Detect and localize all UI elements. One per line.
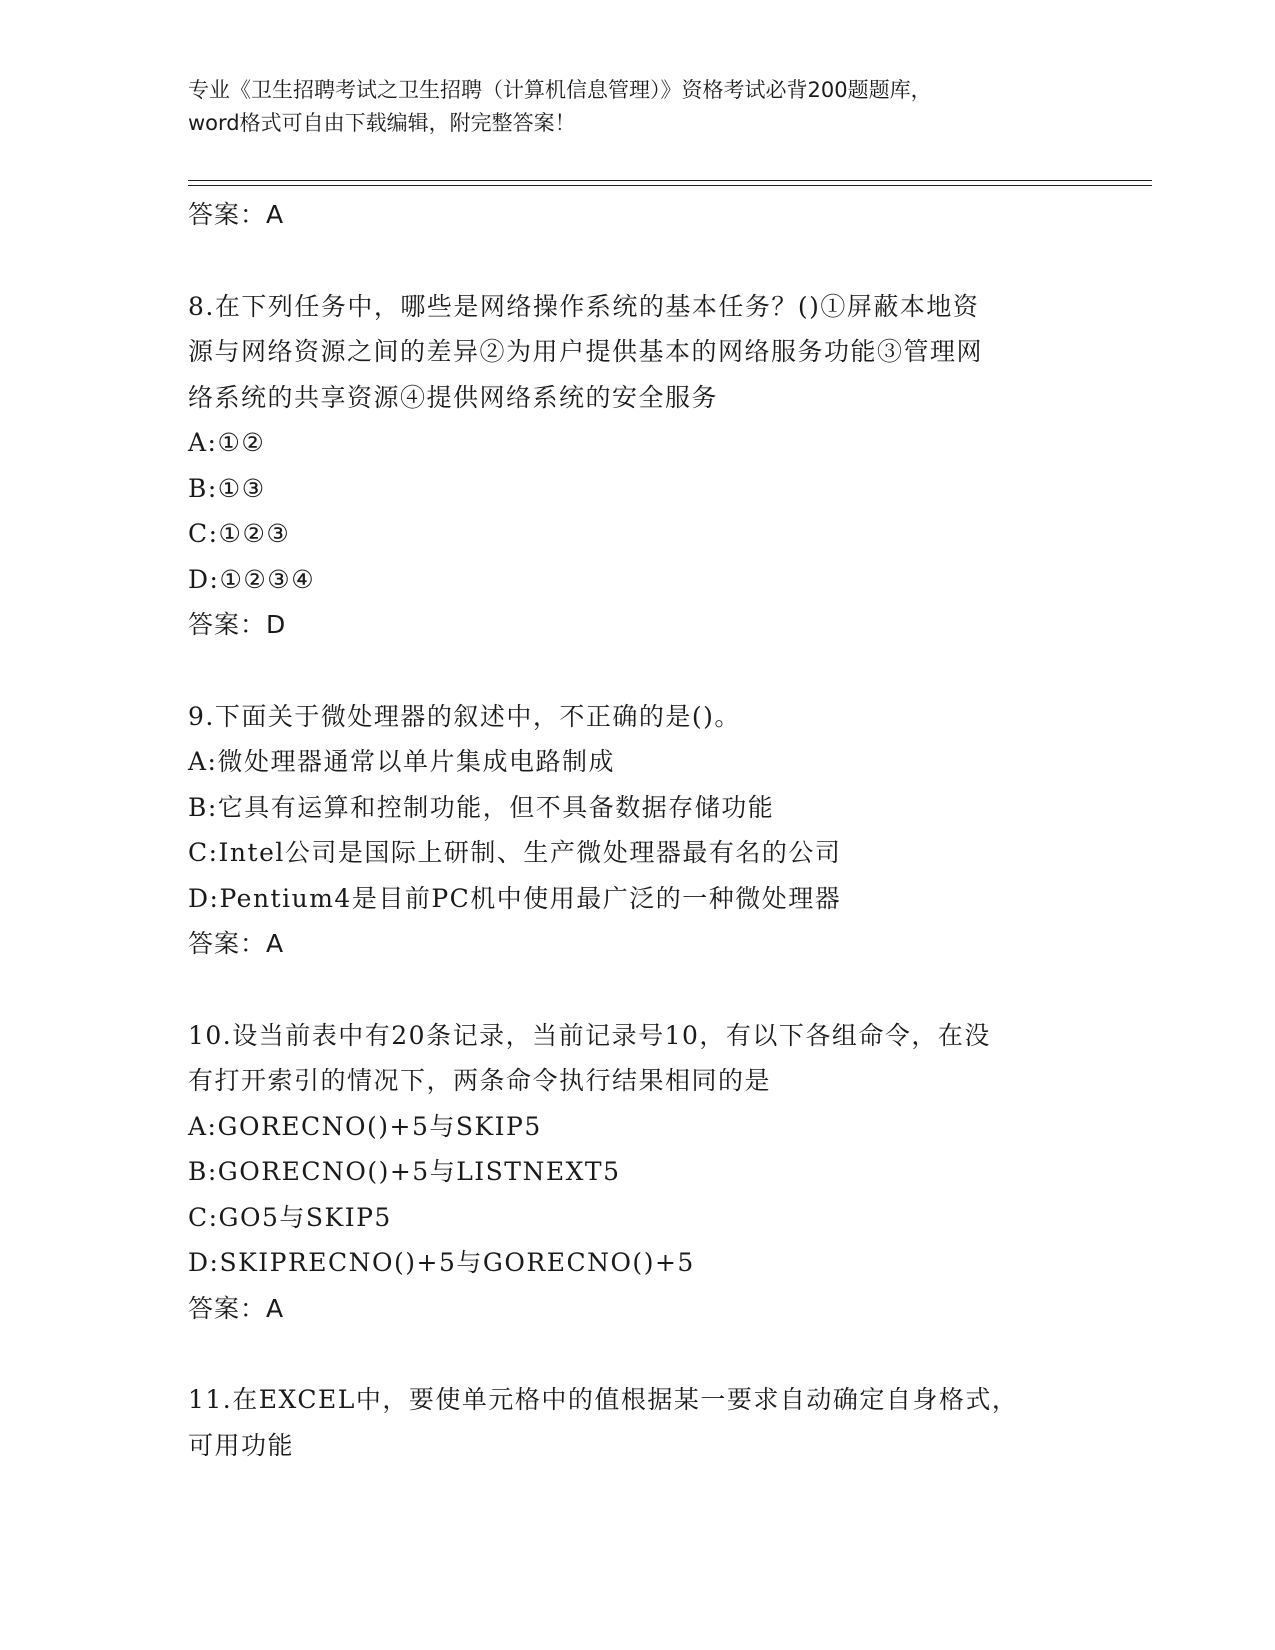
question-9 [188,694,1088,967]
question-text-line: 9.下面关于微处理器的叙述中，不正确的是()。 [188,701,741,731]
header-line-1: 专业《卫生招聘考试之卫生招聘（计算机信息管理）》资格考试必背200题题库， [188,78,932,102]
header-divider-bottom [188,185,1152,186]
option-d: D:①②③④ [188,564,316,594]
option-d: D:Pentium4是目前PC机中使用最广泛的一种微处理器 [188,883,842,913]
question-text-line: 11.在EXCEL中，要使单元格中的值根据某一要求自动确定自身格式， [188,1385,1019,1414]
document-body [188,192,1088,1468]
question-10 [188,1013,1088,1332]
option-a: A:微处理器通常以单片集成电路制成 [188,747,615,776]
option-b: B:它具有运算和控制功能，但不具备数据存储功能 [188,792,775,822]
document-header [188,74,1088,140]
option-b: B:①③ [188,473,266,503]
option-c: C:Intel公司是国际上研制、生产微处理器最有名的公司 [188,838,842,867]
option-b: B:GORECNO()+5与LISTNEXT5 [188,1157,621,1186]
answer-line: 答案：A [188,1293,285,1323]
option-d: D:SKIPRECNO()+5与GORECNO()+5 [188,1248,695,1277]
header-divider-top [188,180,1152,181]
question-text-line: 源与网络资源之间的差异②为用户提供基本的网络服务功能③管理网 [188,337,984,366]
answer-line: 答案：D [188,610,287,639]
question-11 [188,1377,1088,1468]
answer-line: 答案：A [188,929,285,958]
question-text-line: 络系统的共享资源④提供网络系统的安全服务 [188,382,719,412]
previous-answer: 答案：A [188,200,285,229]
question-text-line: 有打开索引的情况下，两条命令执行结果相同的是 [188,1066,772,1095]
option-c: C:GO5与SKIP5 [188,1202,392,1232]
question-text-line: 10.设当前表中有20条记录，当前记录号10，有以下各组命令，在没 [188,1020,991,1050]
option-a: A:GORECNO()+5与SKIP5 [188,1111,542,1141]
question-text-line: 可用功能 [188,1430,295,1460]
option-c: C:①②③ [188,519,291,548]
option-a: A:①② [188,428,266,457]
question-text-line: 8.在下列任务中，哪些是网络操作系统的基本任务？()①屏蔽本地资 [188,291,980,321]
header-line-2: word格式可自由下载编辑，附完整答案！ [188,111,576,135]
question-8 [188,284,1088,648]
